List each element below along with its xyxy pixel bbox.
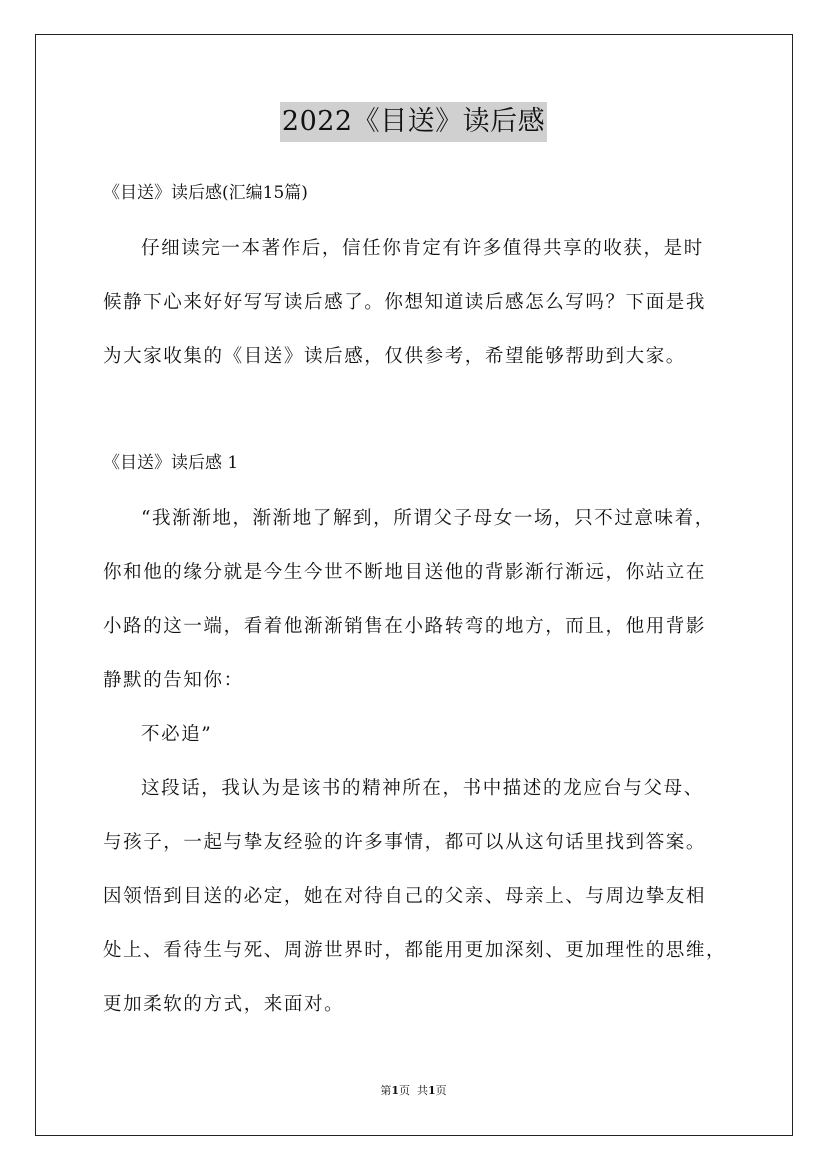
body-line: 静默的告知你： bbox=[103, 670, 244, 691]
title-container bbox=[0, 102, 827, 142]
body-line: 与孩子，一起与挚友经验的许多事情，都可以从这句话里找到答案。 bbox=[103, 832, 707, 853]
body-line: 不必追” bbox=[141, 724, 213, 745]
footer-total-pages: 1 bbox=[428, 1084, 436, 1097]
document-subtitle: 《目送》读后感(汇编15篇) bbox=[103, 183, 308, 203]
footer-suffix: 页 bbox=[435, 1084, 447, 1097]
body-line: 这段话，我认为是该书的精神所在，书中描述的龙应台与父母、 bbox=[141, 778, 704, 799]
footer-prefix: 第 bbox=[380, 1084, 392, 1097]
intro-line: 候静下心来好好写写读后感了。你想知道读后感怎么写吗？下面是我 bbox=[103, 292, 707, 313]
document-title: 2022《目送》读后感 bbox=[280, 102, 547, 142]
body-line: 更加柔软的方式，来面对。 bbox=[103, 994, 345, 1015]
body-line: 因领悟到目送的必定，她在对待自己的父亲、母亲上、与周边挚友相 bbox=[103, 886, 707, 907]
intro-line: 为大家收集的《目送》读后感，仅供参考，希望能够帮助到大家。 bbox=[103, 346, 686, 367]
body-line: 你和他的缘分就是今生今世不断地目送他的背影渐行渐远，你站立在 bbox=[103, 562, 707, 583]
intro-line: 仔细读完一本著作后，信任你肯定有许多值得共享的收获，是时 bbox=[141, 238, 704, 259]
body-line: 处上、看待生与死、周游世界时，都能用更加深刻、更加理性的思维， bbox=[103, 940, 727, 961]
section-heading: 《目送》读后感 1 bbox=[103, 453, 239, 473]
page-footer bbox=[0, 1083, 827, 1099]
footer-mid: 页 共 bbox=[399, 1084, 428, 1097]
footer-current-page: 1 bbox=[391, 1084, 399, 1097]
body-line: 小路的这一端，看着他渐渐销售在小路转弯的地方，而且，他用背影 bbox=[103, 616, 707, 637]
body-line: “我渐渐地，渐渐地了解到，所谓父子母女一场，只不过意味着， bbox=[141, 508, 715, 529]
